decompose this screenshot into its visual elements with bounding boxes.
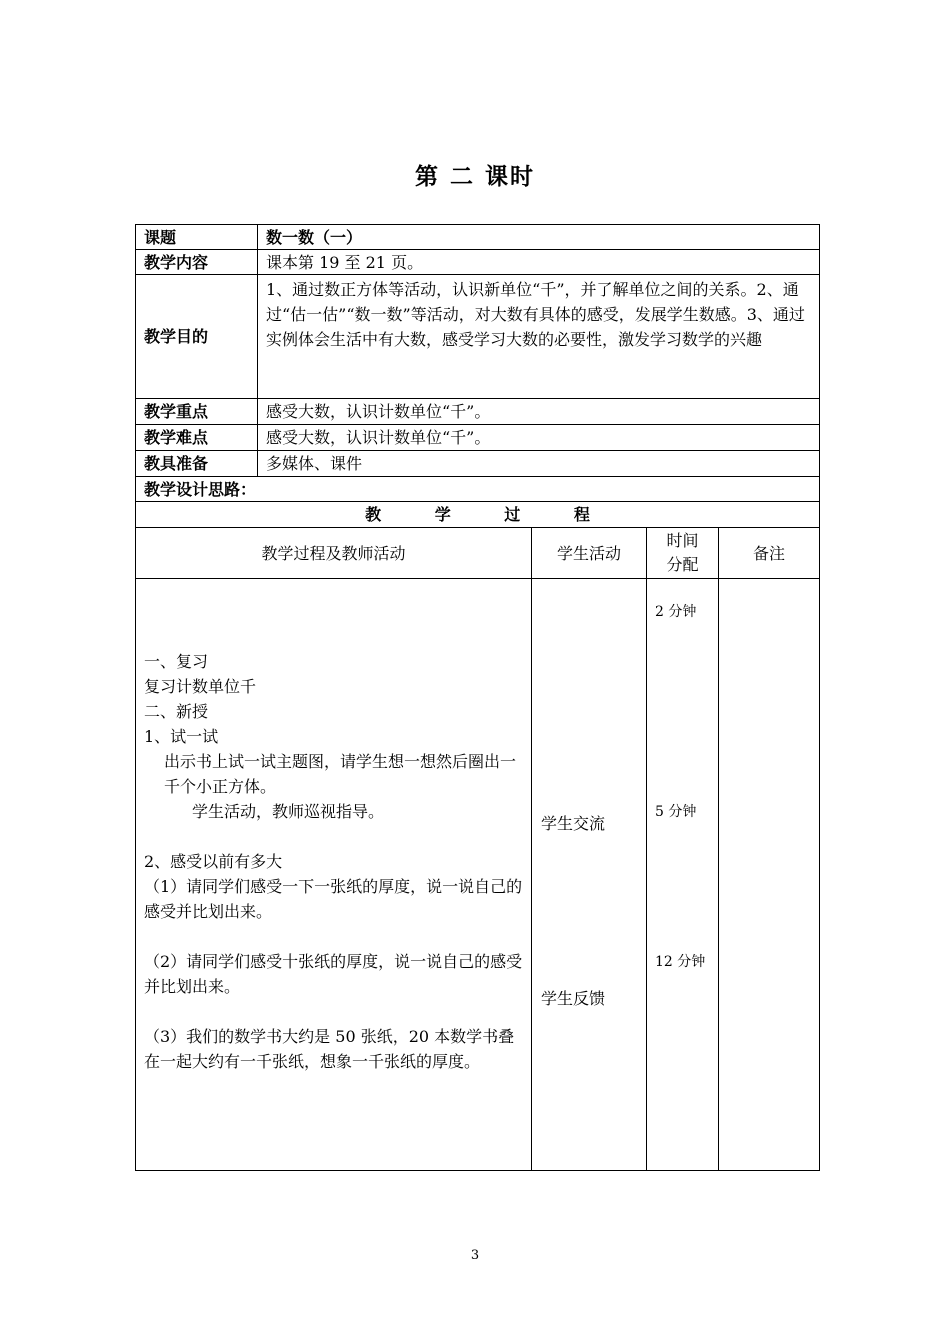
- teacher-line: 二、新授: [144, 702, 209, 721]
- notes-header: 备注: [719, 528, 820, 579]
- goal-value: 1、通过数正方体等活动，认识新单位“千”，并了解单位之间的关系。2、通过“估一估”“数一数”等活动，对大数有具体的感受，发展学生数感。3、通过实例体会生活中有大数，感受学习大数的必要性，激发学习数学的兴趣: [258, 275, 820, 399]
- page-title: 第 二 课时: [414, 164, 535, 190]
- teacher-activity-header: 教学过程及教师活动: [136, 528, 532, 579]
- teacher-line: 出示书上试一试主题图，请学生想一想然后圈出一千个小正方体。: [164, 752, 517, 796]
- key-point-value: 感受大数，认识计数单位“千”。: [258, 399, 820, 425]
- teacher-activity-cell: [136, 579, 532, 1171]
- lesson-plan-table: [135, 224, 820, 1171]
- difficulty-value: 感受大数，认识计数单位“千”。: [258, 425, 820, 451]
- student-activity-cell: [532, 579, 647, 1171]
- difficulty-label: 教学难点: [136, 425, 258, 451]
- key-point-label: 教学重点: [136, 399, 258, 425]
- process-title: 教 学 过 程: [136, 502, 820, 528]
- student-activity: 学生交流: [541, 814, 606, 833]
- teacher-line: 2、感受以前有多大: [144, 852, 283, 871]
- tools-value: 多媒体、课件: [258, 451, 820, 477]
- content-value: 课本第 19 至 21 页。: [258, 250, 820, 275]
- time-value: 5 分钟: [655, 804, 697, 820]
- topic-label: 课题: [136, 225, 258, 250]
- teacher-line: 一、复习: [144, 652, 209, 671]
- teacher-line: 1、试一试: [144, 727, 219, 746]
- design-label: 教学设计思路：: [136, 477, 820, 502]
- tools-label: 教具准备: [136, 451, 258, 477]
- time-value: 12 分钟: [655, 954, 706, 970]
- topic-value: 数一数（一）: [258, 225, 820, 250]
- student-activity-header: 学生活动: [532, 528, 647, 579]
- page-number: 3: [470, 1248, 480, 1263]
- content-label: 教学内容: [136, 250, 258, 275]
- teacher-line: （1）请同学们感受一下一张纸的厚度，说一说自己的感受并比划出来。: [144, 877, 523, 921]
- time-value: 2 分钟: [655, 604, 697, 620]
- teacher-line: 复习计数单位千: [144, 677, 257, 696]
- time-header: 时间分配: [647, 528, 719, 579]
- time-cell: [647, 579, 719, 1171]
- goal-label: 教学目的: [136, 275, 258, 399]
- teacher-line: （2）请同学们感受十张纸的厚度，说一说自己的感受并比划出来。: [144, 952, 523, 996]
- teacher-line: （3）我们的数学书大约是 50 张纸，20 本数学书叠在一起大约有一千张纸，想象一千张纸的厚度。: [144, 1027, 515, 1071]
- notes-cell: [719, 579, 820, 1171]
- student-activity: 学生反馈: [541, 989, 606, 1008]
- teacher-line: 学生活动，教师巡视指导。: [192, 802, 385, 821]
